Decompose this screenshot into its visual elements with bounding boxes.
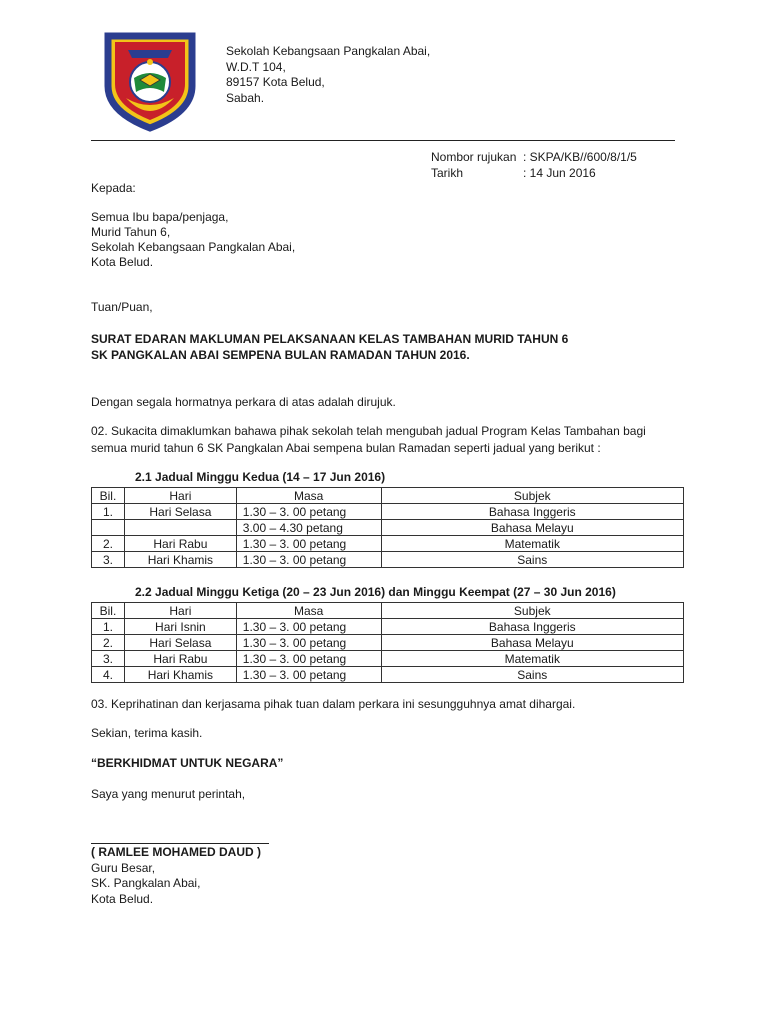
cell-subjek: Sains xyxy=(381,667,683,683)
schedule-1-title: 2.1 Jadual Minggu Kedua (14 – 17 Jun 2016) xyxy=(135,470,386,484)
address-line: 89157 Kota Belud, xyxy=(226,75,325,89)
recipient-line: Sekolah Kebangsaan Pangkalan Abai, xyxy=(91,240,296,254)
cell-bil: 1. xyxy=(92,619,125,635)
cell-subjek: Bahasa Melayu xyxy=(381,520,683,536)
cell-hari: Hari Selasa xyxy=(124,635,236,651)
paragraph-reference: Dengan segala hormatnya perkara di atas adalah dirujuk. xyxy=(91,395,396,409)
cell-masa: 1.30 – 3. 00 petang xyxy=(236,552,381,568)
signatory-school: SK. Pangkalan Abai, xyxy=(91,876,201,890)
cell-bil: 3. xyxy=(92,552,125,568)
address-line: Sekolah Kebangsaan Pangkalan Abai, xyxy=(226,44,431,58)
school-crest-logo xyxy=(98,28,202,132)
cell-subjek: Bahasa Inggeris xyxy=(381,619,683,635)
header-masa: Masa xyxy=(236,488,381,504)
date-value: : 14 Jun 2016 xyxy=(523,166,596,180)
cell-subjek: Matematik xyxy=(381,651,683,667)
cell-masa: 1.30 – 3. 00 petang xyxy=(236,504,381,520)
reference-block xyxy=(431,149,637,181)
subject-line-1: SURAT EDARAN MAKLUMAN PELAKSANAAN KELAS TAMBAHAN MURID TAHUN 6 xyxy=(91,332,569,346)
cell-bil: 4. xyxy=(92,667,125,683)
cell-masa: 1.30 – 3. 00 petang xyxy=(236,635,381,651)
cell-subjek: Bahasa Melayu xyxy=(381,635,683,651)
cell-hari: Hari Selasa xyxy=(124,504,236,520)
date-label: Tarikh xyxy=(431,166,464,180)
table-row xyxy=(92,520,684,536)
table-row xyxy=(92,536,684,552)
cell-subjek: Matematik xyxy=(381,536,683,552)
cell-bil: 1. xyxy=(92,504,125,520)
recipient-line: Kota Belud. xyxy=(91,255,154,269)
kepada-label: Kepada: xyxy=(91,181,136,195)
header-bil: Bil. xyxy=(92,488,125,504)
cell-hari: Hari Rabu xyxy=(124,536,236,552)
signatory-name: ( RAMLEE MOHAMED DAUD ) xyxy=(91,845,261,859)
header-subjek: Subjek xyxy=(381,603,683,619)
schedule-1-table xyxy=(91,487,684,568)
recipient-block xyxy=(91,210,295,270)
closing-thanks: Sekian, terima kasih. xyxy=(91,726,203,740)
cell-masa: 3.00 – 4.30 petang xyxy=(236,520,381,536)
table-header-row xyxy=(92,603,684,619)
cell-subjek: Bahasa Inggeris xyxy=(381,504,683,520)
paragraph-02: 02. Sukacita dimaklumkan bahawa pihak sekolah telah mengubah jadual Program Kelas Tambahan bagi semua murid tahun 6 SK Pangkalan Abai sempena bulan Ramadan seperti jadual yang berikut : xyxy=(91,424,646,455)
signatory-title: Guru Besar, xyxy=(91,860,156,875)
cell-subjek: Sains xyxy=(381,552,683,568)
reference-number-value: : SKPA/KB//600/8/1/5 xyxy=(523,150,637,164)
cell-bil: 2. xyxy=(92,635,125,651)
signatory-location: Kota Belud. xyxy=(91,891,154,906)
address-line: W.D.T 104, xyxy=(226,59,286,74)
cell-hari: Hari Khamis xyxy=(124,667,236,683)
school-address xyxy=(226,44,430,106)
recipient-line: Murid Tahun 6, xyxy=(91,225,171,239)
recipient-line: Semua Ibu bapa/penjaga, xyxy=(91,210,229,224)
cell-hari: Hari Khamis xyxy=(124,552,236,568)
salutation: Tuan/Puan, xyxy=(91,300,153,314)
header-masa: Masa xyxy=(236,603,381,619)
subject-line-2: SK PANGKALAN ABAI SEMPENA BULAN RAMADAN TAHUN 2016. xyxy=(91,348,470,362)
cell-masa: 1.30 – 3. 00 petang xyxy=(236,651,381,667)
header-bil: Bil. xyxy=(92,603,125,619)
cell-masa: 1.30 – 3. 00 petang xyxy=(236,536,381,552)
schedule-2-table xyxy=(91,602,684,683)
cell-hari: Hari Isnin xyxy=(124,619,236,635)
cell-hari: Hari Rabu xyxy=(124,651,236,667)
cell-masa: 1.30 – 3. 00 petang xyxy=(236,667,381,683)
header-subjek: Subjek xyxy=(381,488,683,504)
letter-subject xyxy=(91,331,568,363)
header-divider xyxy=(91,140,675,141)
table-row xyxy=(92,667,684,683)
cell-bil: 2. xyxy=(92,536,125,552)
cell-hari xyxy=(124,520,236,536)
header-hari: Hari xyxy=(124,603,236,619)
cell-bil: 3. xyxy=(92,651,125,667)
closing-line: Saya yang menurut perintah, xyxy=(91,787,246,801)
table-row xyxy=(92,552,684,568)
table-row xyxy=(92,504,684,520)
signature-line xyxy=(91,843,269,844)
table-row xyxy=(92,651,684,667)
table-row xyxy=(92,635,684,651)
reference-number-label: Nombor rujukan xyxy=(431,150,517,164)
paragraph-03: 03. Keprihatinan dan kerjasama pihak tuan dalam perkara ini sesungguhnya amat dihargai. xyxy=(91,697,576,711)
table-header-row xyxy=(92,488,684,504)
header-hari: Hari xyxy=(124,488,236,504)
motto: “BERKHIDMAT UNTUK NEGARA” xyxy=(91,756,284,770)
table-row xyxy=(92,619,684,635)
cell-bil xyxy=(92,520,125,536)
schedule-2-title: 2.2 Jadual Minggu Ketiga (20 – 23 Jun 2016) dan Minggu Keempat (27 – 30 Jun 2016) xyxy=(135,585,616,599)
cell-masa: 1.30 – 3. 00 petang xyxy=(236,619,381,635)
signature-block xyxy=(91,845,261,907)
address-line: Sabah. xyxy=(226,90,265,105)
